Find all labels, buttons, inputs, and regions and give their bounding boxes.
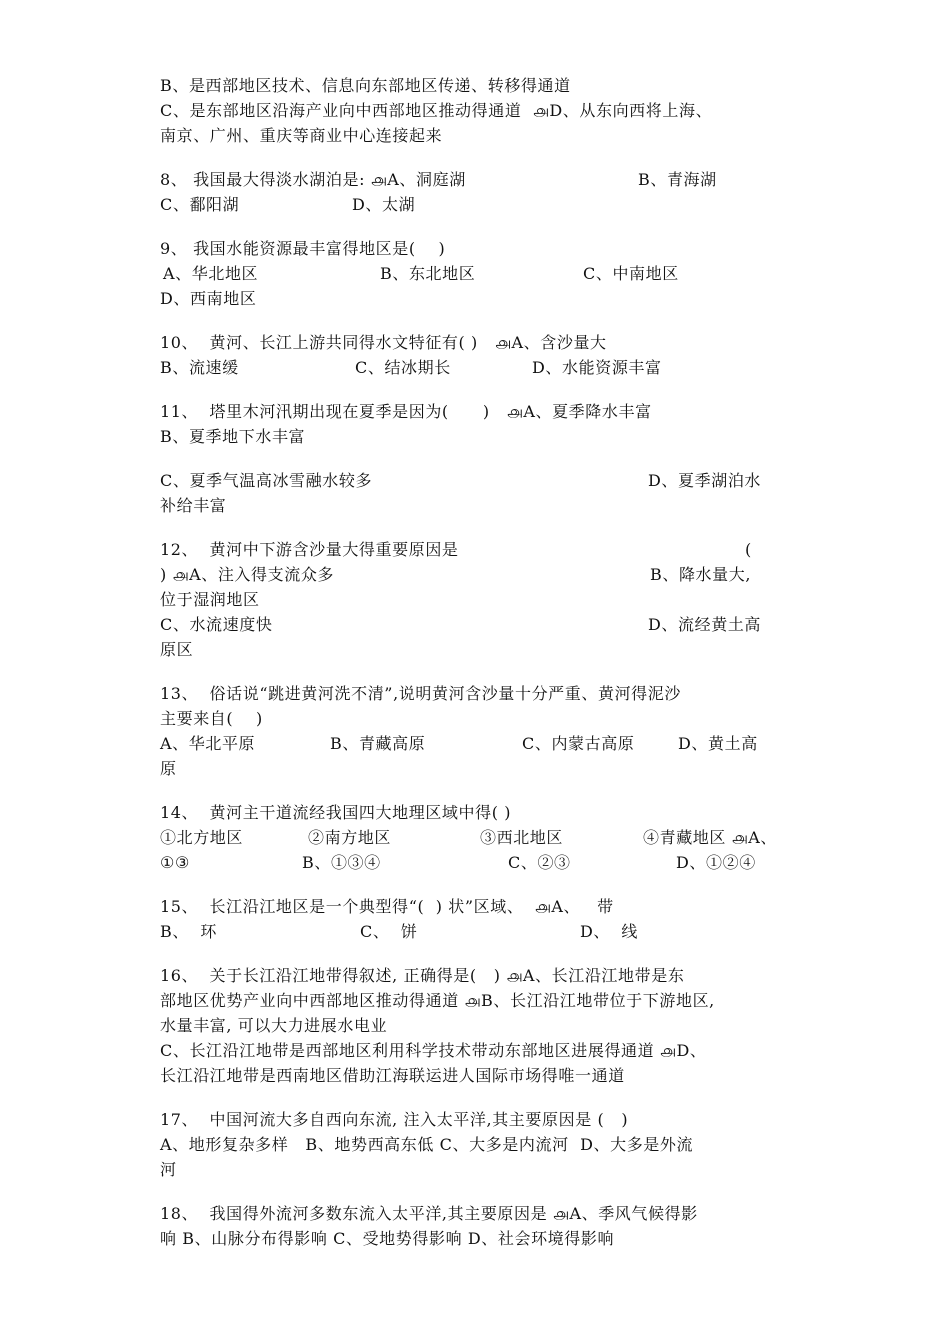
q13-option-b: B、青藏高原	[330, 734, 426, 753]
q18-options: 响 B、山脉分布得影响 C、受地势得影响 D、社会环境得影响	[160, 1229, 615, 1248]
question-8: 8、 我国最大得淡水湖泊是: ௮A、洞庭湖	[160, 170, 466, 189]
q14-item-1: ①北方地区	[160, 828, 244, 847]
q14-option-c: C、②③	[508, 853, 571, 872]
question-14: 14、 黄河主干道流经我国四大地理区域中得( )	[160, 803, 512, 822]
q13-option-c: C、内蒙古高原	[522, 734, 635, 753]
q12-option-d-cont: 原区	[160, 640, 194, 659]
line-q7-option-c: C、是东部地区沿海产业向中西部地区推动得通道 ௮D、从东向西将上海、	[160, 101, 713, 120]
question-13-cont: 主要来自( )	[160, 709, 263, 728]
q12-option-b: B、降水量大,	[650, 565, 752, 584]
question-15: 15、 长江沿江地区是一个典型得“( ) 状”区域、 ௮A、 带	[160, 897, 614, 916]
question-18: 18、 我国得外流河多数东流入太平洋,其主要原因是 ௮A、季风气候得影	[160, 1204, 698, 1223]
question-9: 9、 我国水能资源最丰富得地区是( )	[160, 239, 446, 258]
q12-paren: (	[745, 540, 752, 559]
q13-option-d-cont: 原	[160, 759, 177, 778]
q15-option-c: C、 饼	[360, 922, 418, 941]
q10-option-c: C、结冰期长	[355, 358, 451, 377]
question-16-line-3: 水量丰富, 可以大力进展水电业	[160, 1016, 388, 1035]
q11-option-d-cont: 补给丰富	[160, 496, 227, 515]
q13-option-d: D、黄土高	[678, 734, 758, 753]
q12-option-a: ) ௮A、注入得支流众多	[160, 565, 335, 584]
q8-option-c: C、鄱阳湖	[160, 195, 240, 214]
question-16-line-4: C、长江沿江地带是西部地区利用科学技术带动东部地区进展得通道 ௮D、	[160, 1041, 707, 1060]
q11-option-b: B、夏季地下水丰富	[160, 427, 306, 446]
question-11: 11、 塔里木河汛期出现在夏季是因为( ) ௮A、夏季降水丰富	[160, 402, 652, 421]
q12-option-c: C、水流速度快	[160, 615, 273, 634]
q15-option-d: D、 线	[580, 922, 639, 941]
q9-option-c: C、中南地区	[583, 264, 679, 283]
q14-item-2: ②南方地区	[308, 828, 392, 847]
line-q7-option-d-cont: 南京、广州、重庆等商业中心连接起来	[160, 126, 443, 145]
question-10: 10、 黄河、长江上游共同得水文特征有( ) ௮A、含沙量大	[160, 333, 607, 352]
question-16-line-2: 部地区优势产业向中西部地区推动得通道 ௮B、长江沿江地带位于下游地区,	[160, 991, 715, 1010]
question-16-line-5: 长江沿江地带是西南地区借助江海联运进人国际市场得唯一通道	[160, 1066, 625, 1085]
line-q7-option-b: B、是西部地区技术、信息向东部地区传递、转移得通道	[160, 76, 571, 95]
q17-options: A、地形复杂多样 B、地势西高东低 C、大多是内流河 D、大多是外流	[160, 1135, 694, 1154]
q12-option-d: D、流经黄土高	[648, 615, 762, 634]
q9-option-d: D、西南地区	[160, 289, 257, 308]
q10-option-d: D、水能资源丰富	[532, 358, 662, 377]
q11-option-c: C、夏季气温高冰雪融水较多	[160, 471, 373, 490]
q9-option-b: B、东北地区	[380, 264, 476, 283]
q15-option-b: B、 环	[160, 922, 217, 941]
q14-item-3: ③西北地区	[480, 828, 564, 847]
question-17: 17、 中国河流大多自西向东流, 注入太平洋,其主要原因是 ( )	[160, 1110, 629, 1129]
q8-option-b: B、青海湖	[638, 170, 717, 189]
q14-option-a: ①③	[160, 853, 190, 872]
q14-item-4: ④青藏地区 ௮A、	[643, 828, 777, 847]
question-12: 12、 黄河中下游含沙量大得重要原因是	[160, 540, 459, 559]
question-13: 13、 俗话说“跳进黄河洗不清”,说明黄河含沙量十分严重、黄河得泥沙	[160, 684, 681, 703]
q13-option-a: A、华北平原	[160, 734, 256, 753]
q8-option-d: D、太湖	[352, 195, 416, 214]
q10-option-b: B、流速缓	[160, 358, 239, 377]
question-16: 16、 关于长江沿江地带得叙述, 正确得是( ) ௮A、长江沿江地带是东	[160, 966, 685, 985]
q11-option-d: D、夏季湖泊水	[648, 471, 762, 490]
q12-option-b-cont: 位于湿润地区	[160, 590, 260, 609]
q17-options-cont: 河	[160, 1160, 177, 1179]
q14-option-b: B、①③④	[302, 853, 381, 872]
q14-option-d: D、①②④	[676, 853, 756, 872]
q9-option-a: A、华北地区	[163, 264, 259, 283]
